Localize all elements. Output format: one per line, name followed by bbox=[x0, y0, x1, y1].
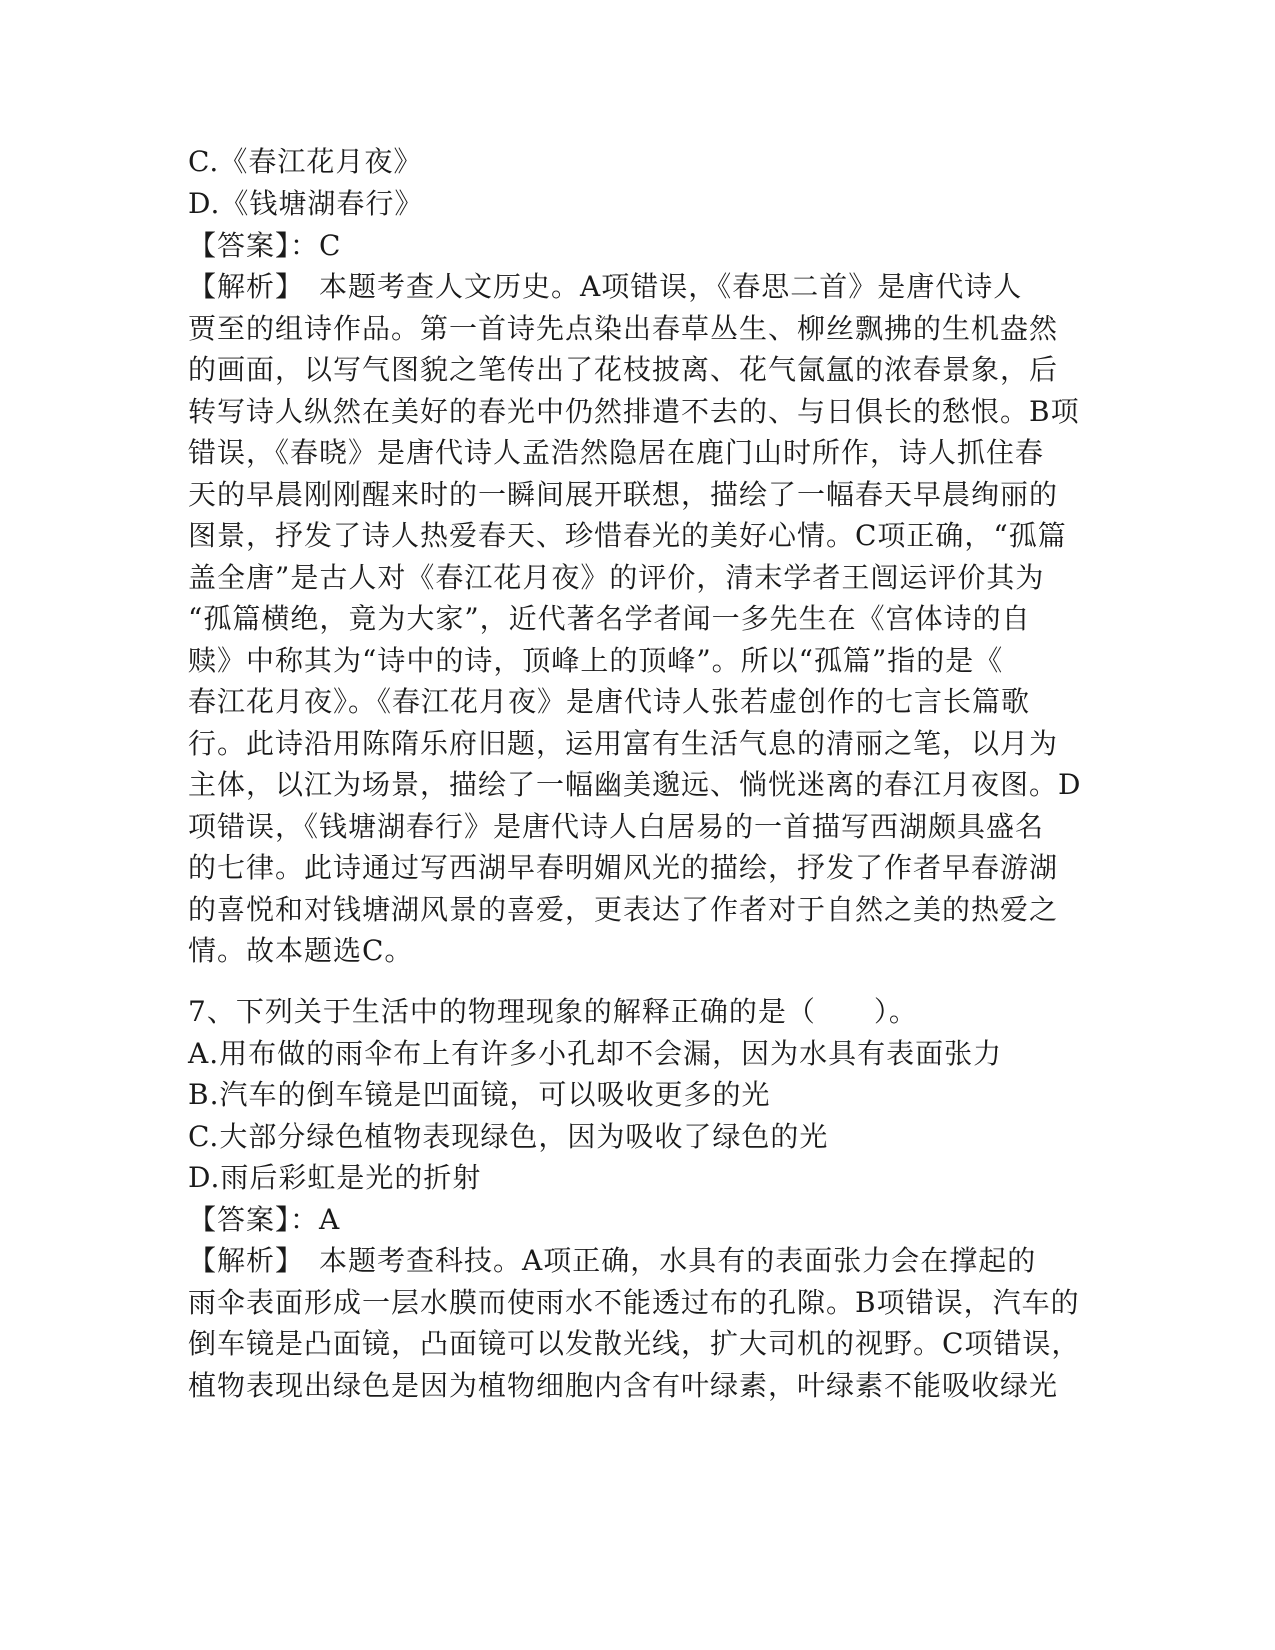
q6-analysis-line: 主体，以江为场景，描绘了一幅幽美邈远、惝恍迷离的春江月夜图。D bbox=[188, 768, 1082, 801]
q6-analysis-line: 的七律。此诗通过写西湖早春明媚风光的描绘，抒发了作者早春游湖 bbox=[188, 851, 1059, 884]
q7-analysis-line: 雨伞表面形成一层水膜而使雨水不能透过布的孔隙。B项错误，汽车的 bbox=[188, 1286, 1080, 1319]
q6-analysis-line: 的喜悦和对钱塘湖风景的喜爱，更表达了作者对于自然之美的热爱之 bbox=[188, 893, 1059, 926]
q6-analysis-line: 春江花月夜》。《春江花月夜》是唐代诗人张若虚创作的七言长篇歌 bbox=[188, 685, 1031, 718]
q6-analysis-line: 天的早晨刚刚醒来时的一瞬间展开联想，描绘了一幅春天早晨绚丽的 bbox=[188, 478, 1059, 511]
q6-analysis-line: 赎》中称其为“诗中的诗，顶峰上的顶峰”。所以“孤篇”指的是《 bbox=[188, 644, 1004, 677]
q6-answer: 【答案】：C bbox=[188, 229, 342, 262]
q6-analysis-line: 【解析】 本题考查人文历史。A项错误，《春思二首》是唐代诗人 bbox=[188, 270, 1023, 303]
q6-analysis-line: 图景，抒发了诗人热爱春天、珍惜春光的美好心情。C项正确，“孤篇 bbox=[188, 519, 1067, 552]
q6-analysis-line: 转写诗人纵然在美好的春光中仍然排遣不去的、与日俱长的愁恨。B项 bbox=[188, 395, 1080, 428]
q6-option-c: C.《春江花月夜》 bbox=[188, 145, 423, 178]
q6-analysis-line: 项错误，《钱塘湖春行》是唐代诗人白居易的一首描写西湖颇具盛名 bbox=[188, 810, 1045, 843]
q7-stem: 7、下列关于生活中的物理现象的解释正确的是（ ）。 bbox=[188, 995, 918, 1028]
q6-analysis-line: 行。此诗沿用陈隋乐府旧题，运用富有生活气息的清丽之笔，以月为 bbox=[188, 727, 1059, 760]
q6-analysis-line: 的画面，以写气图貌之笔传出了花枝披离、花气氤氲的浓春景象，后 bbox=[188, 353, 1059, 386]
q7-option-c: C.大部分绿色植物表现绿色，因为吸收了绿色的光 bbox=[188, 1120, 829, 1153]
q7-option-d: D.雨后彩虹是光的折射 bbox=[188, 1161, 482, 1194]
q7-analysis-line: 植物表现出绿色是因为植物细胞内含有叶绿素，叶绿素不能吸收绿光 bbox=[188, 1369, 1059, 1402]
q6-analysis-line: 贾至的组诗作品。第一首诗先点染出春草丛生、柳丝飘拂的生机盎然 bbox=[188, 312, 1059, 345]
q7-option-b: B.汽车的倒车镜是凹面镜，可以吸收更多的光 bbox=[188, 1078, 771, 1111]
q6-analysis-line: 错误，《春晓》是唐代诗人孟浩然隐居在鹿门山时所作，诗人抓住春 bbox=[188, 436, 1045, 469]
q6-analysis-line: 盖全唐”是古人对《春江花月夜》的评价，清末学者王闿运评价其为 bbox=[188, 561, 1045, 594]
q6-analysis-line: “孤篇横绝，竟为大家”，近代著名学者闻一多先生在《宫体诗的自 bbox=[188, 602, 1031, 635]
q7-answer: 【答案】：A bbox=[188, 1203, 341, 1236]
q7-analysis-line: 【解析】 本题考查科技。A项正确，水具有的表面张力会在撑起的 bbox=[188, 1244, 1037, 1277]
q7-option-a: A.用布做的雨伞布上有许多小孔却不会漏，因为水具有表面张力 bbox=[188, 1037, 1003, 1070]
q6-option-d: D.《钱塘湖春行》 bbox=[188, 187, 424, 220]
q6-analysis-line: 情。故本题选C。 bbox=[188, 934, 414, 967]
q7-analysis-line: 倒车镜是凸面镜，凸面镜可以发散光线，扩大司机的视野。C项错误， bbox=[188, 1327, 1081, 1360]
